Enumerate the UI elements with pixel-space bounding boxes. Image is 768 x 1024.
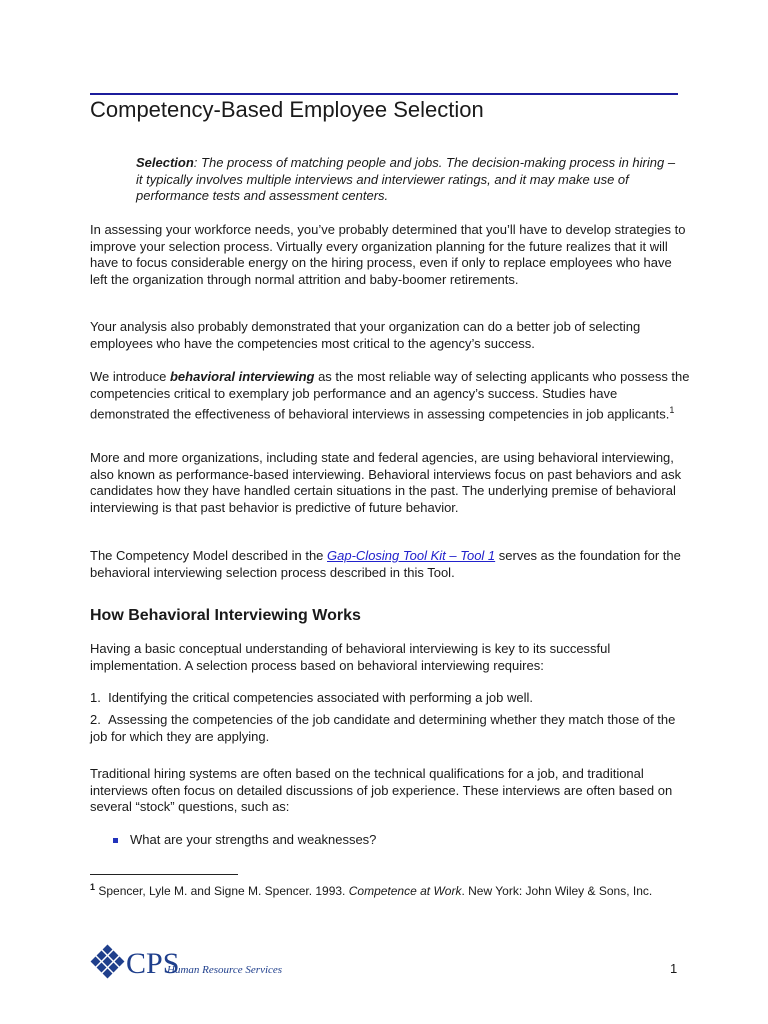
footnote-rule [90, 874, 238, 875]
p3-post: as the most reliable way of selecting applicants who possess the competencies critical to exemplary job performance and an agency’s success. Studies have demonstrated the effectiveness of behavioral interviews in assessing competencies in job applicants. [90, 369, 690, 422]
p5-pre: The Competency Model described in the [90, 548, 328, 563]
bullet-item [113, 832, 376, 849]
page-number: 1 [670, 961, 678, 976]
numbered-item-number: 2. [90, 712, 101, 727]
paragraph-organizations: More and more organizations, including state and federal agencies, are using behavioral interviewing, also known as performance-based interviewing. Behavioral interviews focus on past behaviors and ask candidates how they have handled certain situations in the past. The underlying premise of behavioral interviewing is that past behavior is predictive of future behavior. [90, 450, 682, 515]
behavioral-interviewing-term: behavioral interviewing [169, 369, 315, 384]
footnote-book-title: Competence at Work [348, 884, 462, 898]
footnote-pre: Spencer, Lyle M. and Signe M. Spencer. 1993. [95, 884, 349, 898]
bullet-square-icon [113, 838, 118, 843]
section-heading: How Behavioral Interviewing Works [90, 607, 361, 624]
header-rule [90, 93, 678, 95]
paragraph-workforce: In assessing your workforce needs, you’ve probably determined that you’ll have to develop strategies to improve your selection process. Virtually every organization planning for the future realizes that it will have to focus considerable energy on the hiring process, even if only to replace employees who have left the organization through normal attrition and baby-boomer retirements. [90, 222, 686, 287]
logo-mark: CPS [126, 947, 180, 980]
footnote-ref: 1 [669, 405, 675, 415]
footnote [90, 880, 652, 899]
paragraph-traditional: Traditional hiring systems are often based on the technical qualifications for a job, and traditional interviews often focus on detailed discussions of job experience. These interviews are often based on several “stock” questions, such as: [90, 766, 673, 814]
paragraph-conceptual: Having a basic conceptual understanding of behavioral interviewing is key to its successful implementation. A selection process based on behavioral interviewing requires: [90, 641, 611, 673]
footnote-post: . New York: John Wiley & Sons, Inc. [461, 884, 653, 898]
bullet-text: What are your strengths and weaknesses? [130, 832, 377, 847]
cps-logo [90, 940, 310, 980]
p3-pre: We introduce [90, 369, 170, 384]
diamond-grid-icon [91, 945, 125, 979]
numbered-item-2 [90, 712, 690, 745]
p5-post: serves as the foundation for the behavioral interviewing selection process described in this Tool. [90, 548, 681, 580]
page-title: Competency-Based Employee Selection [90, 97, 484, 122]
gap-closing-tool-kit-link[interactable]: Gap-Closing Tool Kit – Tool 1 [327, 548, 496, 563]
numbered-item-text: Identifying the critical competencies associated with performing a job well. [108, 690, 533, 705]
definition-term: Selection [136, 155, 194, 170]
logo-subtitle: Human Resource Services [167, 964, 283, 976]
paragraph-analysis: Your analysis also probably demonstrated that your organization can do a better job of selecting employees who have the competencies most critical to the agency’s success. [90, 319, 641, 351]
numbered-item-number: 1. [90, 690, 101, 705]
paragraph-behavioral-intro [90, 369, 690, 423]
numbered-item-1 [90, 690, 690, 707]
numbered-item-text: Assessing the competencies of the job candidate and determining whether they match those of the job for which they are applying. [90, 712, 676, 744]
selection-definition [136, 155, 681, 205]
definition-text: : The process of matching people and jobs. The decision-making process in hiring – it typically involves multiple interviews and interviewer ratings, and it may make use of performance tests and assessment centers. [136, 155, 676, 203]
paragraph-competency-model [90, 548, 690, 581]
footnote-mark: 1 [90, 882, 96, 892]
